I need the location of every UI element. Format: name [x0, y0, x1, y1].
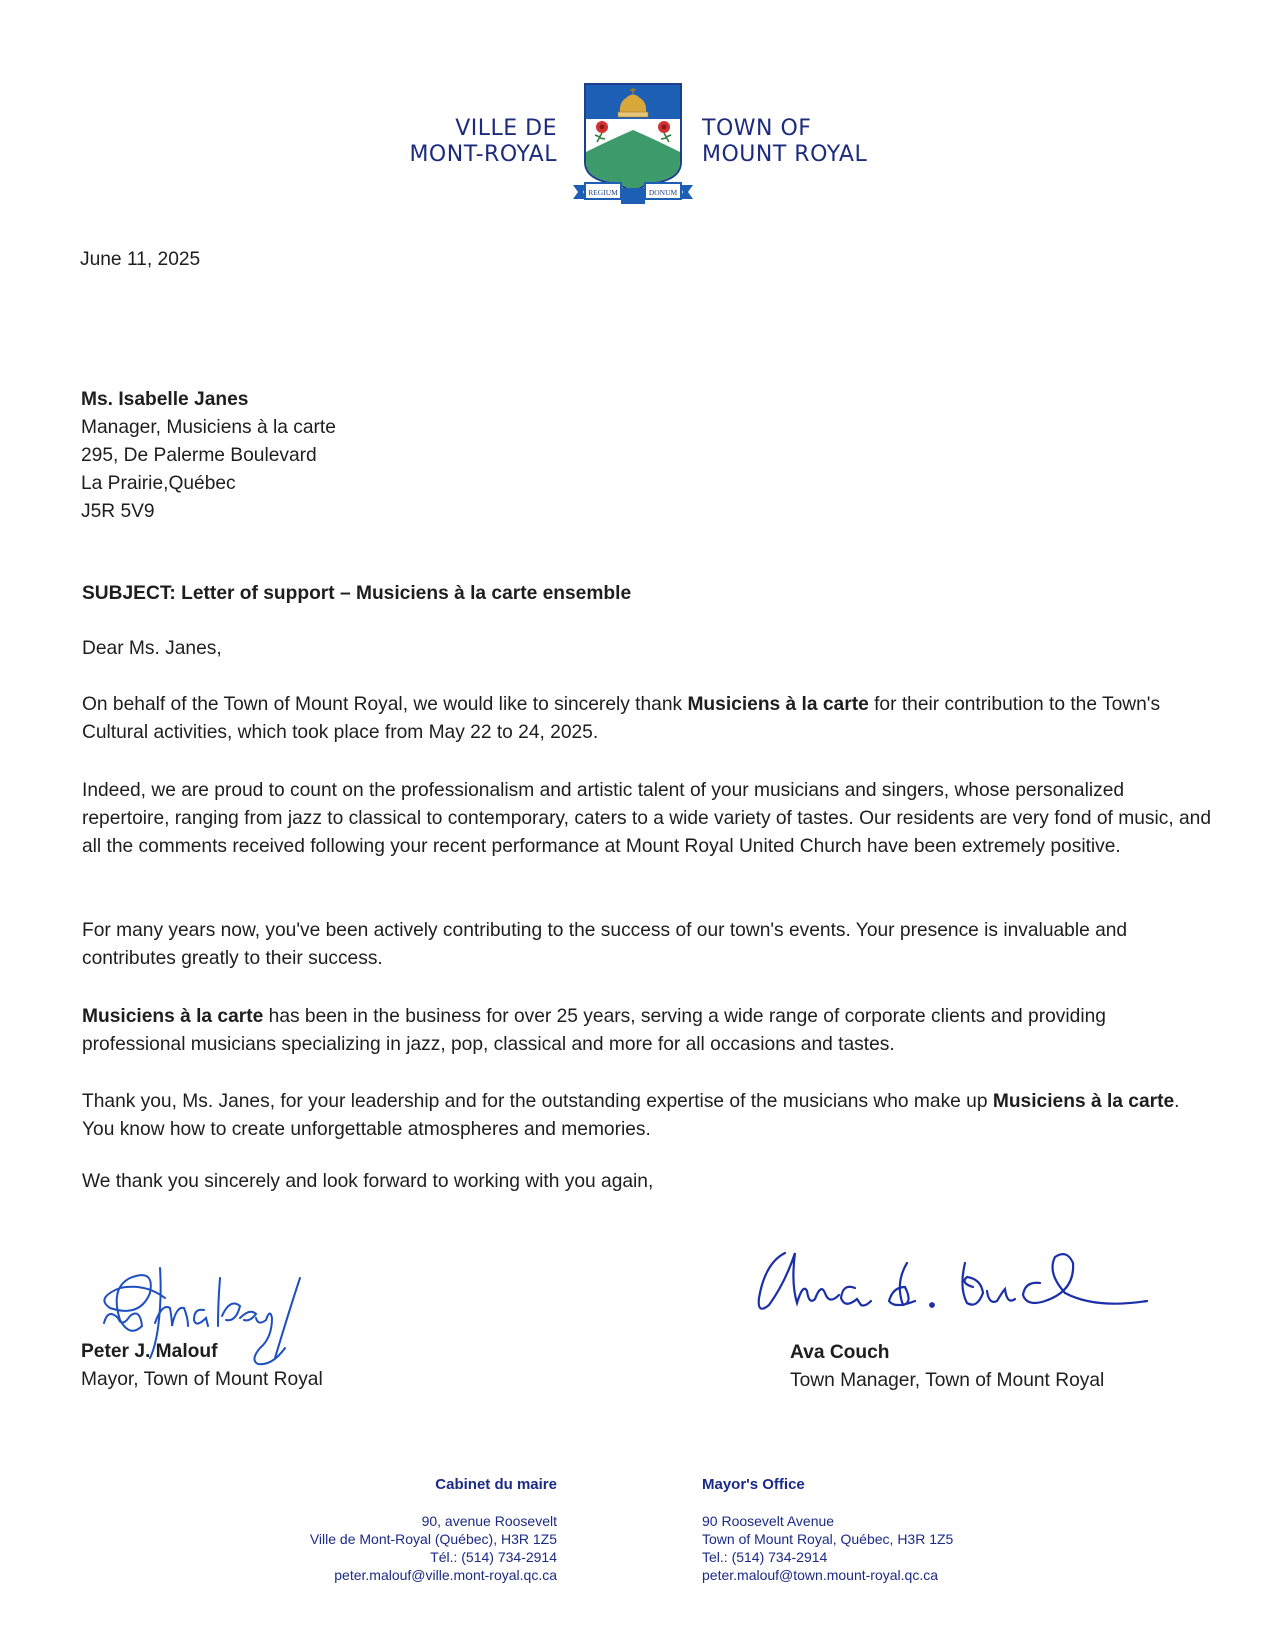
paragraph-leadership-text-b: . You know how to create unforgettable atmospheres and memories.: [82, 1091, 1180, 1140]
paragraph-thanks-text-b: for their contribution to the Town's Cultural activities, which took place from May 22 to 24, 2025.: [82, 694, 1161, 743]
recipient-address-line2: La Prairie,Québec: [81, 473, 236, 494]
handwritten-signature-icon: [755, 1243, 1150, 1323]
letterhead-french: [409, 116, 557, 168]
footer-english: [702, 1476, 953, 1584]
letterhead-english: [702, 116, 867, 168]
signatory-name: Ava Couch: [790, 1342, 890, 1363]
signatory-title: Town Manager, Town of Mount Royal: [790, 1370, 1105, 1391]
organization-name: Musiciens à la carte: [992, 1091, 1175, 1112]
motto-right: DONUM: [648, 188, 678, 197]
organization-name: Musiciens à la carte: [687, 694, 869, 715]
paragraph-leadership-text-a: Thank you, Ms. Janes, for your leadership and for the outstanding expertise of the musicians who make up: [82, 1091, 993, 1112]
footer-french: [310, 1476, 557, 1584]
subject-line: SUBJECT: Letter of support – Musiciens à la carte ensemble: [82, 583, 632, 604]
greeting: Dear Ms. Janes,: [82, 638, 222, 659]
closing-line: We thank you sincerely and look forward to working with you again,: [82, 1171, 654, 1192]
recipient-name: Ms. Isabelle Janes: [81, 389, 249, 410]
footer-french-phone: Tél.: (514) 734-2914: [430, 1549, 557, 1565]
footer-english-email[interactable]: peter.malouf@town.mount-royal.qc.ca: [702, 1567, 938, 1583]
letterhead-english-line1: TOWN OF: [702, 116, 812, 141]
recipient-block: [81, 386, 336, 526]
letter-date: June 11, 2025: [80, 249, 201, 270]
organization-name: Musiciens à la carte: [82, 1006, 264, 1027]
paragraph-thanks: [82, 691, 1212, 747]
footer-french-address-line1: 90, avenue Roosevelt: [421, 1513, 557, 1529]
paragraph-leadership: [82, 1088, 1212, 1144]
signatory-title: Mayor, Town of Mount Royal: [81, 1369, 323, 1390]
letterhead-french-line2: MONT-ROYAL: [409, 142, 557, 167]
footer-english-address-line1: 90 Roosevelt Avenue: [702, 1513, 835, 1529]
recipient-postal-code: J5R 5V9: [81, 501, 155, 522]
footer-english-address-line2: Town of Mount Royal, Québec, H3R 1Z5: [702, 1531, 954, 1547]
signatory-mayor: [81, 1338, 323, 1394]
footer-french-heading: Cabinet du maire: [435, 1476, 557, 1493]
paragraph-talent: Indeed, we are proud to count on the professionalism and artistic talent of your musicians and singers, whose personalized repertoire, ranging from jazz to classical to contemporary, caters to a wide variety of tastes. Our residents are very fond of music, and all the comments received following your recent performance at Mount Royal United Church have been extremely positive.: [82, 780, 1211, 857]
footer-french-address-line2: Ville de Mont-Royal (Québec), H3R 1Z5: [309, 1531, 557, 1547]
letterhead-french-line1: VILLE DE: [455, 116, 557, 141]
town-coat-of-arms-icon: [570, 82, 700, 207]
footer-english-heading: Mayor's Office: [702, 1476, 805, 1493]
signatory-name: Peter J. Malouf: [81, 1341, 218, 1362]
paragraph-thanks-text-a: On behalf of the Town of Mount Royal, we would like to sincerely thank: [82, 694, 688, 715]
letterhead-english-line2: MOUNT ROYAL: [702, 142, 868, 167]
paragraph-business: [82, 1003, 1212, 1059]
signatory-town-manager: [790, 1339, 1104, 1395]
footer-french-email[interactable]: peter.malouf@ville.mont-royal.qc.ca: [334, 1567, 557, 1583]
recipient-address-line1: 295, De Palerme Boulevard: [81, 445, 317, 466]
footer-english-phone: Tel.: (514) 734-2914: [702, 1549, 828, 1565]
motto-left: REGIUM: [588, 188, 618, 197]
paragraph-contribution: For many years now, you've been actively contributing to the success of our town's events. Your presence is invaluable and contributes greatly to their success.: [82, 920, 1128, 969]
recipient-title: Manager, Musiciens à la carte: [81, 417, 336, 438]
paragraph-business-text: has been in the business for over 25 years, serving a wide range of corporate clients and providing professional musicians specializing in jazz, pop, classical and more for all occasions and tastes.: [82, 1006, 1106, 1055]
